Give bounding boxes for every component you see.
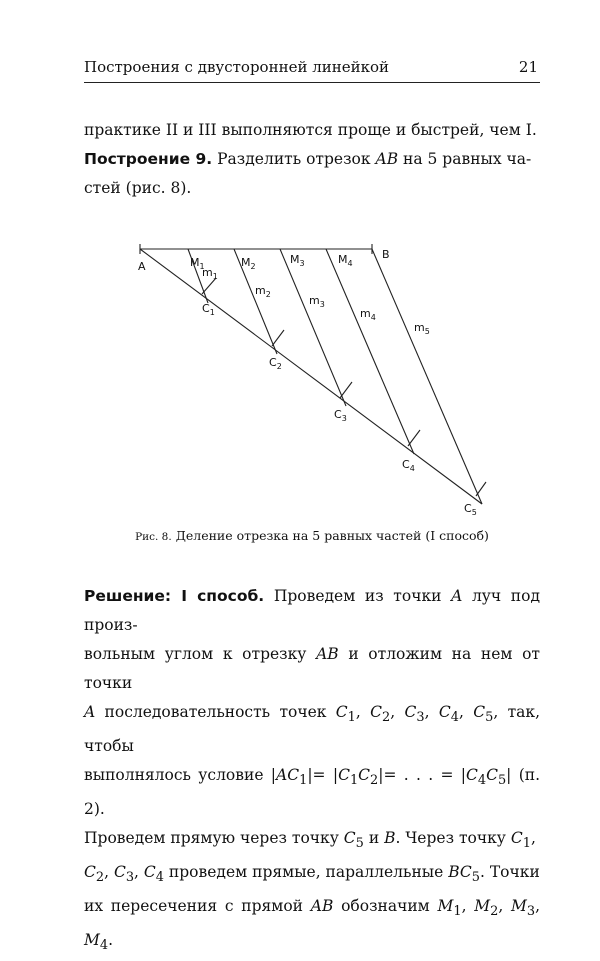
division-diagram (124, 236, 500, 526)
solution-line-6: $C_2$, $C_3$, $C_4$ проведем прямые, параллельные $BC_5$. Точки (84, 863, 540, 886)
caption-text: Деление отрезка на 5 равных частей (I способ) (175, 528, 489, 543)
construction-text-cont: на 5 равных ча- (398, 150, 532, 168)
arc-c3 (340, 382, 352, 398)
label-m2: $M_2$ (241, 256, 256, 271)
page-number: 21 (518, 58, 538, 76)
label-a: A (138, 260, 146, 273)
label-line-m1: $m_1$ (202, 266, 218, 281)
label-c3: $C_3$ (334, 408, 347, 423)
line-m5 (372, 249, 482, 504)
construction-statement (84, 145, 540, 174)
solution-paragraph (84, 582, 540, 961)
label-m4: $M_4$ (338, 253, 353, 268)
arc-c5 (476, 482, 486, 496)
header-title: Построения с двусторонней линейкой (84, 58, 390, 76)
label-line-m4: $m_4$ (360, 307, 376, 322)
solution-line-1: Решение: I способ. Проведем из точки A луч под произ- (84, 587, 540, 634)
figure-caption (84, 528, 540, 543)
arc-c4 (408, 430, 420, 446)
construction-text: Разделить отрезок (212, 150, 376, 168)
solution-line-3: A последовательность точек $C_1$, $C_2$, $C_3$, $C_4$, $C_5$, так, чтобы (84, 703, 541, 756)
ray-ac (140, 249, 482, 504)
label-c2: $C_2$ (269, 356, 282, 371)
label-c1: $C_1$ (202, 302, 215, 317)
running-header (84, 56, 540, 83)
label-m3: $M_3$ (290, 253, 305, 268)
label-c4: $C_4$ (402, 458, 415, 473)
solution-line-7: их пересечения с прямой AB обозначим $M_1$, $M_2$, $M_3$, $M_4$. (84, 897, 541, 954)
label-line-m2: $m_2$ (255, 284, 271, 299)
label-line-m5: $m_5$ (414, 321, 430, 336)
caption-label: Рис. 8. (135, 531, 172, 543)
label-b: B (382, 248, 390, 261)
intro-paragraph (84, 116, 540, 203)
label-line-m3: $m_3$ (309, 294, 325, 309)
solution-line-2: вольным углом к отрезку AB и отложим на нем от точки (84, 645, 540, 692)
construction-text-line2: стей (рис. 8). (84, 179, 192, 197)
solution-label: Решение: I способ. (84, 587, 265, 605)
solution-line-4: выполнялось условие $|AC_1|= |C_1C_2|=$ . . . = $|C_4C_5|$ (п. 2). (84, 766, 541, 819)
segment-name: AB (375, 150, 399, 168)
label-m1: $M_1$ (190, 256, 205, 271)
figure-8 (124, 236, 500, 526)
arc-c2 (272, 330, 284, 346)
solution-line-5: Проведем прямую через точку $C_5$ и B. Через точку $C_1$, (84, 829, 536, 852)
intro-line: практике II и III выполняются проще и быстрей, чем I. (84, 121, 537, 139)
line-m4 (326, 249, 414, 454)
construction-label: Построение 9. (84, 150, 213, 168)
label-c5: $C_5$ (464, 502, 477, 517)
